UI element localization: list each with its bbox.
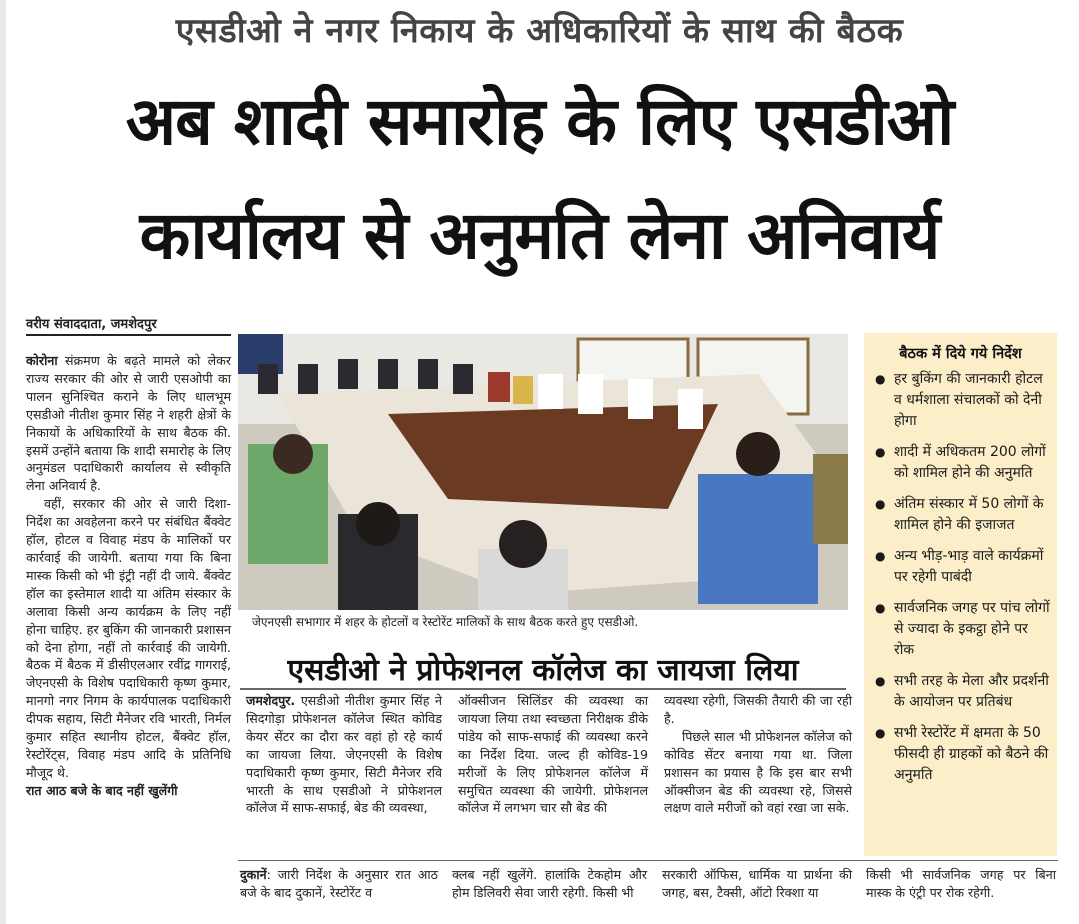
directives-title: बैठक में दिये गये निर्देश (899, 346, 1022, 362)
directive-item: ● सार्वजनिक जगह पर पांच लोगों से ज्यादा के इकट्ठा होने पर रोक (894, 598, 1051, 661)
second-story-column-3 (664, 692, 852, 817)
second-story-headline: एसडीओ ने प्रोफेशनल कॉलेज का जायजा लिया (287, 653, 799, 688)
body-subhead (26, 782, 231, 800)
bottom-column-3: सरकारी ऑफिस, धार्मिक या प्रार्थना की जगह, बस, टैक्सी, ऑटो रिक्शा या (662, 867, 852, 900)
body-text-1: संक्रमण के बढ़ते मामले को लेकर राज्य सरकार की ओर से जारी एसओपी का पालन सुनिश्चित कराने के लिए धालभूम एसडीओ नीतीश कुमार सिंह ने शहरी क्षेत्रों के निकायों के अधिकारियों के साथ बैठक की. इसमें उन्होंने बताया कि शादी समारोह के लिए अनुमंडल पदाधिकारी कार्यालय से स्वीकृति लेना अनिवार्य है. (26, 353, 231, 494)
second-story-text-3b: पिछले साल भी प्रोफेशनल कॉलेज को कोविड सेंटर बनाया गया था. जिला प्रशासन का प्रयास है कि इस बार सभी ऑक्सीजन बेड की व्यवस्था रहे, जिससे लक्षण वाले मरीजों को वहां रखा जा सके. (664, 728, 852, 816)
body-lead: कोरोना (26, 353, 58, 368)
directives-box (864, 333, 1057, 856)
meeting-photo (238, 334, 848, 610)
second-story-text-3a: व्यवस्था रहेगी, जिसकी तैयारी की जा रही है. (664, 693, 852, 726)
directives-list (864, 369, 1057, 786)
directive-item: ● अंतिम संस्कार में 50 लोगों के शामिल होने की इजाजत (894, 494, 1051, 536)
byline: वरीय संवाददाता, जमशेदपुर (26, 317, 157, 332)
bottom-rule (238, 860, 1058, 861)
second-story-column-1 (246, 692, 442, 817)
headline-line-2: कार्यालय से अनुमति लेना अनिवार्य (139, 197, 940, 274)
bottom-column-4: किसी भी सार्वजनिक जगह पर बिना मास्क के एंट्री पर रोक रहेगी. (866, 867, 1056, 900)
directive-item: ● हर बुकिंग की जानकारी होटल व धर्मशाला संचालकों को देनी होगा (894, 369, 1051, 432)
headline-line-1: अब शादी समारोह के लिए एसडीओ (125, 83, 954, 160)
bottom-column-2: क्लब नहीं खुलेंगे. हालांकि टेकहोम और होम डिलिवरी सेवा जारी रहेगी. किसी भी (452, 867, 647, 900)
second-story-text-1: एसडीओ नीतीश कुमार सिंह ने सिदगोड़ा प्रोफेशनल कॉलेज स्थित कोविड केयर सेंटर का दौरा कर वहां हो रहे कार्य का जायजा लिया. जेएनएसी के विशेष पदाधिकारी कृष्ण कुमार, सिटी मैनेजर रवि भारती के साथ एसडीओ ने प्रोफेशनल कॉलेज में साफ-सफाई, बेड की व्यवस्था, (246, 693, 442, 816)
body-paragraph-2: वहीं, सरकार की ओर से जारी दिशा-निर्देश का अवहेलना करने पर संबंधित बैंक्वेट हॉल, होटल व विवाह मंडप के मालिकों पर कार्रवाई की जायेगी. बताया गया कि बिना मास्क किसी को भी इंट्री नहीं दी जाये. बैंक्वेट हॉल का इस्तेमाल शादी या अंतिम संस्कार के अलावा किसी अन्य कार्यक्रम के लिए नहीं होना चाहिए. हर बुकिंग की जानकारी प्रशासन को देना होगा, नहीं तो कार्रवाई की जायेगी. बैठक में बैठक में डीसीएलआर रवींद्र गागराई, जेएनएसी के विशेष पदाधिकारी कृष्ण कुमार, मानगो नगर निगम के कार्यपालक पदाधिकारी दीपक सहाय, सिटी मैनेजर रवि भारती, निर्मल कुमार सहित स्थानीय होटल, बैंक्वेट हॉल, रेस्टोरेंट्स, विवाह मंडप आदि के प्रतिनिधि मौजूद थे. (26, 496, 231, 780)
second-story-text-2: ऑक्सीजन सिलिंडर की व्यवस्था का जायजा लिया तथा स्वच्छता निरीक्षक डीके पांडेय को साफ-सफाई की व्यवस्था करने का निर्देश दिया. जल्द ही कोविड-19 मरीजों के लिए प्रोफेशनल कॉलेज में समुचित व्यवस्था की जायेगी. प्रोफेशनल कॉलेज में लगभग चार सौ बेड की (458, 693, 648, 816)
second-story-rule (240, 688, 846, 690)
bottom-column-1 (240, 866, 438, 902)
byline-rule (26, 334, 231, 336)
directive-item: ● सभी तरह के मेला और प्रदर्शनी के आयोजन पर प्रतिबंध (894, 671, 1051, 713)
directive-item: ● शादी में अधिकतम 200 लोगों को शामिल होने की अनुमति (894, 442, 1051, 484)
body-column (26, 352, 231, 800)
kicker: एसडीओ ने नगर निकाय के अधिकारियों के साथ की बैठक (175, 11, 904, 51)
photo-caption: जेएनएसी सभागार में शहर के होटलों व रेस्टोरेंट मालिकों के साथ बैठक करते हुए एसडीओ. (252, 615, 639, 629)
body-paragraph-1 (26, 352, 231, 495)
second-story-column-2 (458, 692, 648, 817)
directive-item: ● सभी रेस्टोरेंट में क्षमता के 50 फीसदी ही ग्राहकों को बैठने की अनुमति (894, 723, 1051, 786)
body-subhead-text: रात आठ बजे के बाद नहीं खुलेंगी (26, 782, 178, 798)
second-story-dateline: जमशेदपुर. (246, 693, 296, 708)
directive-item: ● अन्य भीड़-भाड़ वाले कार्यक्रमों पर रहेगी पाबंदी (894, 546, 1051, 588)
bottom-text-1: : जारी निर्देश के अनुसार रात आठ बजे के बाद दुकानें, रेस्टोरेंट व (240, 867, 438, 900)
bottom-lead: दुकानें (240, 867, 267, 882)
